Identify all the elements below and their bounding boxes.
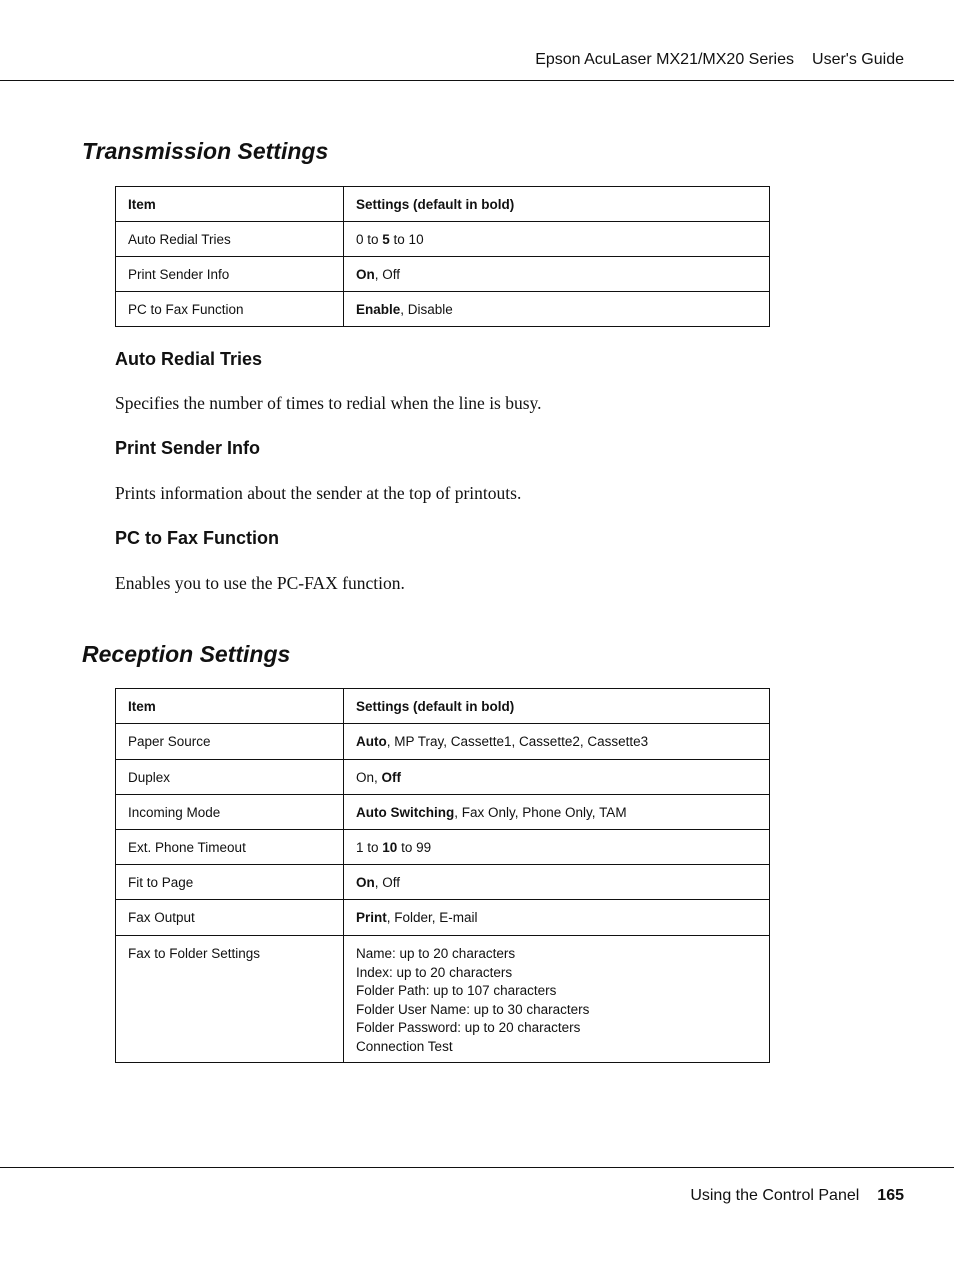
print-sender-heading: Print Sender Info — [115, 438, 261, 458]
row-item: Incoming Mode — [116, 795, 344, 830]
table-row — [116, 830, 770, 865]
default-value: 10 — [382, 840, 398, 855]
row-item: PC to Fax Function — [116, 292, 344, 327]
running-header — [535, 51, 904, 69]
setting-line: Connection Test — [356, 1038, 453, 1054]
row-item: Fax to Folder Settings — [116, 936, 344, 1063]
table-header-row — [116, 689, 770, 724]
row-item: Fax Output — [116, 900, 344, 936]
row-settings: Print, Folder, E-mail — [344, 900, 770, 936]
row-settings: On, Off — [344, 865, 770, 900]
default-value: Print — [356, 910, 387, 925]
default-value: Auto — [356, 734, 387, 749]
auto-redial-heading: Auto Redial Tries — [115, 349, 263, 369]
pc-to-fax-description: Enables you to use the PC-FAX function. — [115, 573, 405, 593]
default-value: 5 — [382, 232, 390, 247]
column-header-item: Item — [116, 187, 344, 222]
setting-line: Index: up to 20 characters — [356, 964, 513, 980]
row-settings: On, Off — [344, 760, 770, 795]
header-doc-title: User's Guide — [812, 51, 904, 68]
default-value: On — [356, 875, 375, 890]
reception-settings-title: Reception Settings — [82, 641, 291, 667]
table-row — [116, 222, 770, 257]
table-row — [116, 760, 770, 795]
setting-line: Folder User Name: up to 30 characters — [356, 1001, 590, 1017]
table-row — [116, 724, 770, 760]
row-settings: 0 to 5 to 10 — [344, 222, 770, 257]
table-header-row — [116, 187, 770, 222]
header-rule — [0, 80, 954, 81]
default-value: Enable — [356, 302, 401, 317]
row-settings: Auto Switching, Fax Only, Phone Only, TAM — [344, 795, 770, 830]
default-value: Auto Switching — [356, 805, 455, 820]
row-settings: Enable, Disable — [344, 292, 770, 327]
print-sender-description: Prints information about the sender at the top of printouts. — [115, 483, 522, 503]
transmission-settings-table — [115, 186, 770, 327]
setting-line: Name: up to 20 characters — [356, 946, 516, 961]
column-header-settings: Settings (default in bold) — [344, 187, 770, 222]
reception-settings-table — [115, 688, 770, 1063]
row-settings: On, Off — [344, 257, 770, 292]
row-item: Ext. Phone Timeout — [116, 830, 344, 865]
setting-line: Folder Path: up to 107 characters — [356, 983, 557, 998]
column-header-settings: Settings (default in bold) — [344, 689, 770, 724]
table-row — [116, 865, 770, 900]
default-value: On — [356, 267, 375, 282]
default-value: Off — [381, 770, 402, 785]
footer-rule — [0, 1167, 954, 1168]
setting-line: Folder Password: up to 20 characters — [356, 1020, 581, 1035]
row-item: Fit to Page — [116, 865, 344, 900]
table-row — [116, 795, 770, 830]
row-item: Duplex — [116, 760, 344, 795]
table-row — [116, 292, 770, 327]
table-row — [116, 900, 770, 936]
column-header-item: Item — [116, 689, 344, 724]
pc-to-fax-heading: PC to Fax Function — [115, 528, 279, 548]
table-row — [116, 257, 770, 292]
transmission-settings-title: Transmission Settings — [82, 138, 329, 164]
row-settings: 1 to 10 to 99 — [344, 830, 770, 865]
row-item: Paper Source — [116, 724, 344, 760]
row-settings — [344, 936, 770, 1063]
header-product: Epson AcuLaser MX21/MX20 Series — [535, 51, 795, 68]
running-footer — [690, 1187, 904, 1205]
footer-section: Using the Control Panel — [690, 1187, 860, 1204]
auto-redial-description: Specifies the number of times to redial when the line is busy. — [115, 393, 542, 413]
row-item: Auto Redial Tries — [116, 222, 344, 257]
page-number: 165 — [877, 1187, 904, 1204]
row-item: Print Sender Info — [116, 257, 344, 292]
table-row — [116, 936, 770, 1063]
row-settings: Auto, MP Tray, Cassette1, Cassette2, Cassette3 — [344, 724, 770, 760]
